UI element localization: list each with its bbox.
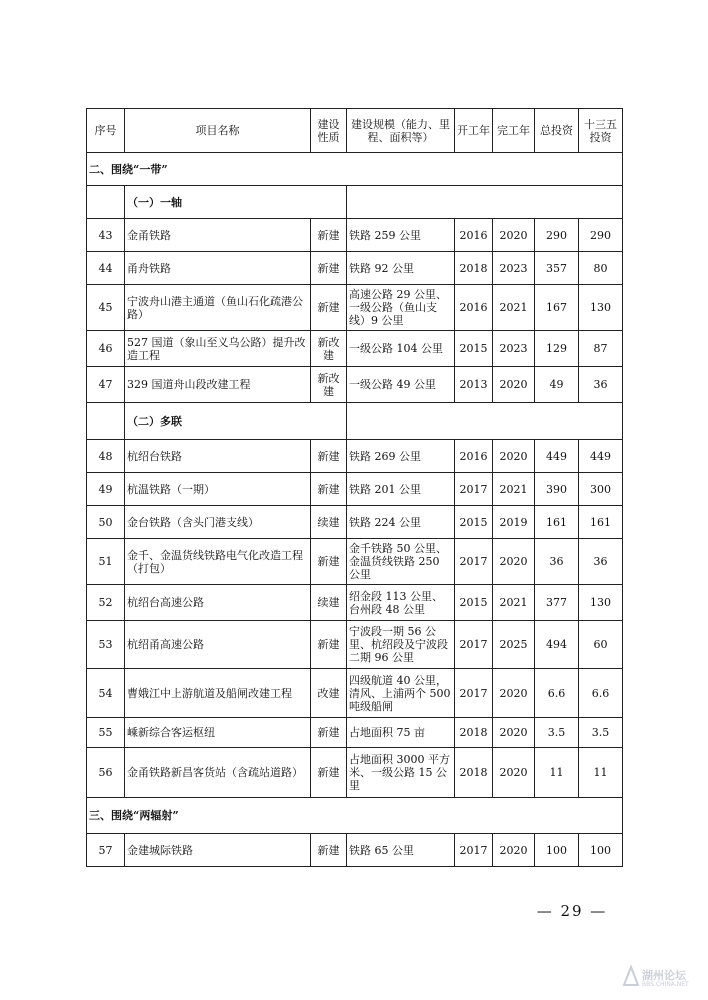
cell-start: 2013 bbox=[455, 367, 493, 403]
cell-name: 杭绍台铁路 bbox=[125, 440, 311, 473]
cell-scale: 占地面积 3000 平方米、一级公路 15 公里 bbox=[347, 748, 455, 798]
cell-scale: 铁路 92 公里 bbox=[347, 252, 455, 285]
cell-plan: 36 bbox=[579, 367, 623, 403]
cell-total: 3.5 bbox=[535, 718, 579, 748]
cell-total: 357 bbox=[535, 252, 579, 285]
cell-nature: 新建 bbox=[311, 748, 347, 798]
subsection-row-multi-link bbox=[87, 403, 623, 440]
cell-nature: 新建 bbox=[311, 252, 347, 285]
cell-nature: 新建 bbox=[311, 834, 347, 867]
table-row bbox=[87, 473, 623, 506]
cell-finish: 2019 bbox=[493, 506, 535, 539]
section-title: 二、围绕“一带” bbox=[87, 153, 623, 186]
section-row-one-belt bbox=[87, 153, 623, 186]
header-total: 总投资 bbox=[535, 109, 579, 153]
cell-name: 曹娥江中上游航道及船闸改建工程 bbox=[125, 669, 311, 718]
cell-start: 2015 bbox=[455, 506, 493, 539]
site-watermark bbox=[622, 965, 704, 995]
cell-plan: 6.6 bbox=[579, 669, 623, 718]
table-row bbox=[87, 367, 623, 403]
cell-plan: 161 bbox=[579, 506, 623, 539]
cell-scale: 绍金段 113 公里、台州段 48 公里 bbox=[347, 585, 455, 621]
cell-finish: 2020 bbox=[493, 748, 535, 798]
cell-start: 2017 bbox=[455, 473, 493, 506]
page-number: — 29 — bbox=[536, 902, 608, 920]
cell-name: 金甬铁路 bbox=[125, 219, 311, 252]
watermark-text: 湖州论坛 bbox=[642, 969, 686, 982]
table-row bbox=[87, 506, 623, 539]
cell-nature: 新建 bbox=[311, 539, 347, 585]
cell-finish: 2021 bbox=[493, 285, 535, 331]
cell-scale: 铁路 65 公里 bbox=[347, 834, 455, 867]
subsection-title: （一）一轴 bbox=[125, 186, 347, 219]
cell-total: 167 bbox=[535, 285, 579, 331]
cell-scale: 四级航道 40 公里，清风、上浦两个 500 吨级船闸 bbox=[347, 669, 455, 718]
cell-start: 2017 bbox=[455, 539, 493, 585]
header-plan: 十三五投资 bbox=[579, 109, 623, 153]
cell-name: 杭温铁路（一期） bbox=[125, 473, 311, 506]
cell-nature: 新建 bbox=[311, 473, 347, 506]
cell-total: 494 bbox=[535, 621, 579, 669]
cell-no: 48 bbox=[87, 440, 125, 473]
cell-nature: 续建 bbox=[311, 506, 347, 539]
cell-finish: 2020 bbox=[493, 669, 535, 718]
cell-plan: 290 bbox=[579, 219, 623, 252]
table-row bbox=[87, 748, 623, 798]
table-row bbox=[87, 285, 623, 331]
cell-plan: 130 bbox=[579, 285, 623, 331]
cell-start: 2015 bbox=[455, 331, 493, 367]
cell-nature: 新建 bbox=[311, 219, 347, 252]
cell-no: 47 bbox=[87, 367, 125, 403]
cell-total: 6.6 bbox=[535, 669, 579, 718]
cell-plan: 3.5 bbox=[579, 718, 623, 748]
cell-plan: 11 bbox=[579, 748, 623, 798]
cell-scale: 高速公路 29 公里、一级公路（鱼山支线）9 公里 bbox=[347, 285, 455, 331]
cell-name: 329 国道舟山段改建工程 bbox=[125, 367, 311, 403]
cell-start: 2016 bbox=[455, 285, 493, 331]
cell-total: 49 bbox=[535, 367, 579, 403]
cell-start: 2017 bbox=[455, 834, 493, 867]
cell-finish: 2020 bbox=[493, 718, 535, 748]
watermark-logo-icon bbox=[622, 965, 640, 987]
cell-no: 49 bbox=[87, 473, 125, 506]
cell-finish: 2020 bbox=[493, 440, 535, 473]
cell-total: 161 bbox=[535, 506, 579, 539]
cell-finish: 2021 bbox=[493, 473, 535, 506]
cell-finish: 2020 bbox=[493, 834, 535, 867]
cell-name: 嵊新综合客运枢纽 bbox=[125, 718, 311, 748]
cell-start: 2016 bbox=[455, 440, 493, 473]
cell-name: 杭绍甬高速公路 bbox=[125, 621, 311, 669]
header-name: 项目名称 bbox=[125, 109, 311, 153]
cell-nature: 新改建 bbox=[311, 331, 347, 367]
cell-plan: 60 bbox=[579, 621, 623, 669]
cell-total: 377 bbox=[535, 585, 579, 621]
cell-name: 金建城际铁路 bbox=[125, 834, 311, 867]
cell-nature: 新建 bbox=[311, 440, 347, 473]
cell-finish: 2020 bbox=[493, 539, 535, 585]
cell-finish: 2020 bbox=[493, 367, 535, 403]
cell-scale: 宁波段一期 56 公里、杭绍段及宁波段二期 96 公里 bbox=[347, 621, 455, 669]
cell-nature: 新改建 bbox=[311, 367, 347, 403]
cell-total: 36 bbox=[535, 539, 579, 585]
cell-no: 51 bbox=[87, 539, 125, 585]
cell-finish: 2023 bbox=[493, 252, 535, 285]
cell-plan: 36 bbox=[579, 539, 623, 585]
cell-scale: 一级公路 49 公里 bbox=[347, 367, 455, 403]
table-row bbox=[87, 219, 623, 252]
header-no: 序号 bbox=[87, 109, 125, 153]
table-row bbox=[87, 252, 623, 285]
cell-scale: 一级公路 104 公里 bbox=[347, 331, 455, 367]
cell-scale: 铁路 224 公里 bbox=[347, 506, 455, 539]
cell-plan: 80 bbox=[579, 252, 623, 285]
cell-name: 金千、金温货线铁路电气化改造工程（打包） bbox=[125, 539, 311, 585]
watermark-subtext: BBS.CHINA.NET bbox=[642, 981, 689, 988]
table-row bbox=[87, 621, 623, 669]
header-start: 开工年 bbox=[455, 109, 493, 153]
cell-no: 56 bbox=[87, 748, 125, 798]
cell-finish: 2023 bbox=[493, 331, 535, 367]
project-table bbox=[86, 108, 623, 867]
subsection-row-one-axis bbox=[87, 186, 623, 219]
cell-name: 杭绍台高速公路 bbox=[125, 585, 311, 621]
cell-total: 11 bbox=[535, 748, 579, 798]
section-title: 三、围绕“两辐射” bbox=[87, 798, 623, 834]
table-row bbox=[87, 834, 623, 867]
cell-no: 53 bbox=[87, 621, 125, 669]
cell-no: 44 bbox=[87, 252, 125, 285]
cell-name: 金甬铁路新昌客货站（含疏站道路） bbox=[125, 748, 311, 798]
cell-finish: 2021 bbox=[493, 585, 535, 621]
cell-start: 2015 bbox=[455, 585, 493, 621]
cell-no: 46 bbox=[87, 331, 125, 367]
cell-total: 290 bbox=[535, 219, 579, 252]
section-row-two-radiation bbox=[87, 798, 623, 834]
cell-scale: 铁路 269 公里 bbox=[347, 440, 455, 473]
header-nature: 建设性质 bbox=[311, 109, 347, 153]
cell-total: 100 bbox=[535, 834, 579, 867]
cell-nature: 续建 bbox=[311, 585, 347, 621]
cell-finish: 2025 bbox=[493, 621, 535, 669]
cell-no: 54 bbox=[87, 669, 125, 718]
table-row bbox=[87, 440, 623, 473]
table-row bbox=[87, 331, 623, 367]
table-row bbox=[87, 539, 623, 585]
cell-scale: 占地面积 75 亩 bbox=[347, 718, 455, 748]
cell-name: 甬舟铁路 bbox=[125, 252, 311, 285]
cell-nature: 改建 bbox=[311, 669, 347, 718]
cell-plan: 300 bbox=[579, 473, 623, 506]
cell-nature: 新建 bbox=[311, 718, 347, 748]
cell-total: 449 bbox=[535, 440, 579, 473]
cell-nature: 新建 bbox=[311, 285, 347, 331]
cell-finish: 2020 bbox=[493, 219, 535, 252]
table-row bbox=[87, 718, 623, 748]
cell-no: 57 bbox=[87, 834, 125, 867]
cell-name: 527 国道（象山至义乌公路）提升改造工程 bbox=[125, 331, 311, 367]
cell-plan: 100 bbox=[579, 834, 623, 867]
cell-plan: 449 bbox=[579, 440, 623, 473]
header-row bbox=[87, 109, 623, 153]
cell-start: 2018 bbox=[455, 748, 493, 798]
cell-start: 2016 bbox=[455, 219, 493, 252]
cell-start: 2017 bbox=[455, 669, 493, 718]
cell-no: 50 bbox=[87, 506, 125, 539]
cell-no: 52 bbox=[87, 585, 125, 621]
cell-name: 金台铁路（含头门港支线） bbox=[125, 506, 311, 539]
table-row bbox=[87, 585, 623, 621]
cell-start: 2017 bbox=[455, 621, 493, 669]
cell-no: 45 bbox=[87, 285, 125, 331]
cell-nature: 新建 bbox=[311, 621, 347, 669]
header-finish: 完工年 bbox=[493, 109, 535, 153]
subsection-title: （二）多联 bbox=[125, 403, 347, 440]
cell-total: 390 bbox=[535, 473, 579, 506]
cell-plan: 130 bbox=[579, 585, 623, 621]
cell-no: 43 bbox=[87, 219, 125, 252]
cell-scale: 铁路 259 公里 bbox=[347, 219, 455, 252]
cell-scale: 金千铁路 50 公里、金温货线铁路 250 公里 bbox=[347, 539, 455, 585]
cell-no: 55 bbox=[87, 718, 125, 748]
cell-start: 2018 bbox=[455, 718, 493, 748]
cell-start: 2018 bbox=[455, 252, 493, 285]
header-scale: 建设规模（能力、里程、面积等） bbox=[347, 109, 455, 153]
cell-scale: 铁路 201 公里 bbox=[347, 473, 455, 506]
cell-plan: 87 bbox=[579, 331, 623, 367]
table-row bbox=[87, 669, 623, 718]
cell-name: 宁波舟山港主通道（鱼山石化疏港公路） bbox=[125, 285, 311, 331]
cell-total: 129 bbox=[535, 331, 579, 367]
